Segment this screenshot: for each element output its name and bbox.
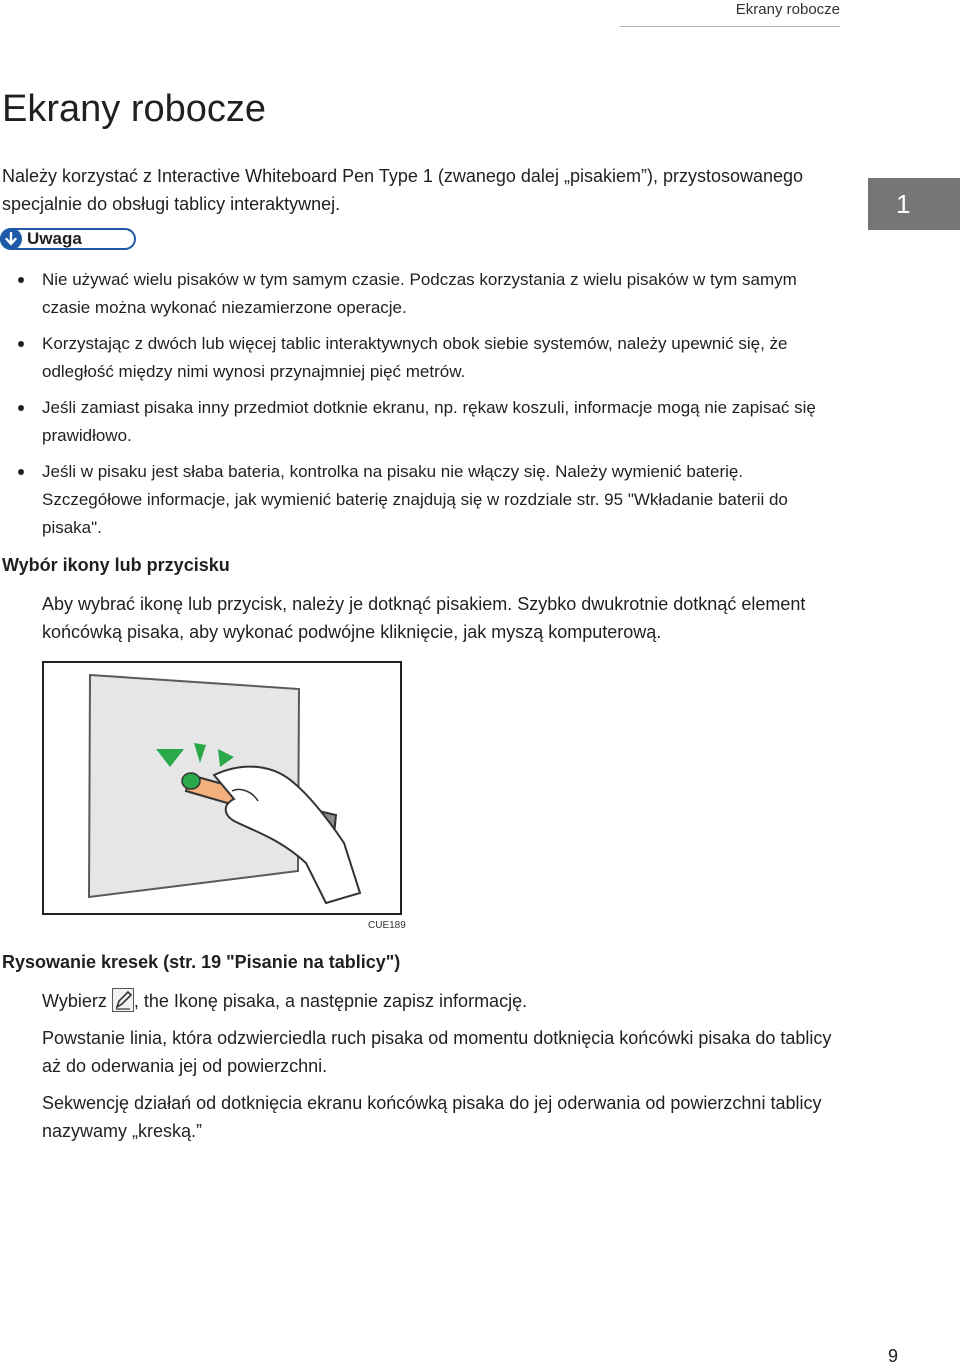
running-header: Ekrany robocze (735, 1, 840, 18)
note-item-text: Nie używać wielu pisaków w tym samym czasie. Podczas korzystania z wielu pisaków w tym samym czasie można wykonać niezamierzone operacje. (42, 270, 797, 317)
list-item (0, 266, 840, 322)
note-item-text: Korzystając z dwóch lub więcej tablic interaktywnych obok siebie systemów, należy upewnić się, że odległość między nimi wynosi przynajmniej pięć metrów. (42, 334, 788, 381)
arrow-down-icon (0, 228, 22, 250)
draw-paragraph-1 (42, 987, 842, 1015)
note-item-text: Jeśli w pisaku jest słaba bateria, kontrolka na pisaku nie włączy się. Należy wymienić baterię. Szczegółowe informacje, jak wymienić baterię znajdują się w rozdziale str. 95 "Wkładanie baterii do pisaka". (42, 462, 788, 537)
draw-text-before: Wybierz (42, 991, 112, 1011)
pen-icon (112, 988, 134, 1012)
list-item (0, 458, 840, 542)
note-label-text: Uwaga (27, 229, 82, 248)
select-paragraph: Aby wybrać ikonę lub przycisk, należy je dotknąć pisakiem. Szybko dwukrotnie dotknąć element końcówką pisaka, aby wykonać podwójne kliknięcie, jak myszą komputerową. (42, 594, 806, 642)
draw-paragraph-2: Powstanie linia, która odzwierciedla ruch pisaka od momentu dotknięcia końcówki pisaka do tablicy aż do oderwania jej od powierzchni. (42, 1028, 832, 1076)
page-number: 9 (887, 1346, 898, 1366)
chapter-number: 1 (896, 188, 911, 219)
bullet-icon (18, 469, 24, 475)
figure-code: CUE189 (368, 920, 406, 931)
list-item (0, 330, 840, 386)
section-heading-select: Wybór ikony lub przycisku (2, 555, 230, 575)
section-heading-draw: Rysowanie kresek (str. 19 "Pisanie na tablicy") (2, 952, 401, 972)
note-label (0, 228, 136, 250)
bullet-icon (18, 405, 24, 411)
intro-paragraph: Należy korzystać z Interactive Whiteboard Pen Type 1 (zwanego dalej „pisakiem”), przystosowanego specjalnie do obsługi tablicy interaktywnej. (2, 166, 804, 214)
whiteboard-illustration (42, 661, 402, 915)
draw-text-after: , the Ikonę pisaka, a następnie zapisz informację. (133, 991, 528, 1011)
bullet-icon (18, 341, 24, 347)
note-list (0, 266, 840, 550)
chapter-tab (868, 178, 960, 230)
list-item (0, 394, 840, 450)
page-title: Ekrany robocze (2, 88, 267, 130)
header-rule (620, 26, 840, 27)
draw-paragraph-3: Sekwencję działań od dotknięcia ekranu końcówką pisaka do jej oderwania od powierzchni tablicy nazywamy „kreską.” (42, 1093, 822, 1141)
note-item-text: Jeśli zamiast pisaka inny przedmiot dotknie ekranu, np. rękaw koszuli, informacje mogą nie zapisać się prawidłowo. (42, 398, 816, 445)
bullet-icon (18, 277, 24, 283)
